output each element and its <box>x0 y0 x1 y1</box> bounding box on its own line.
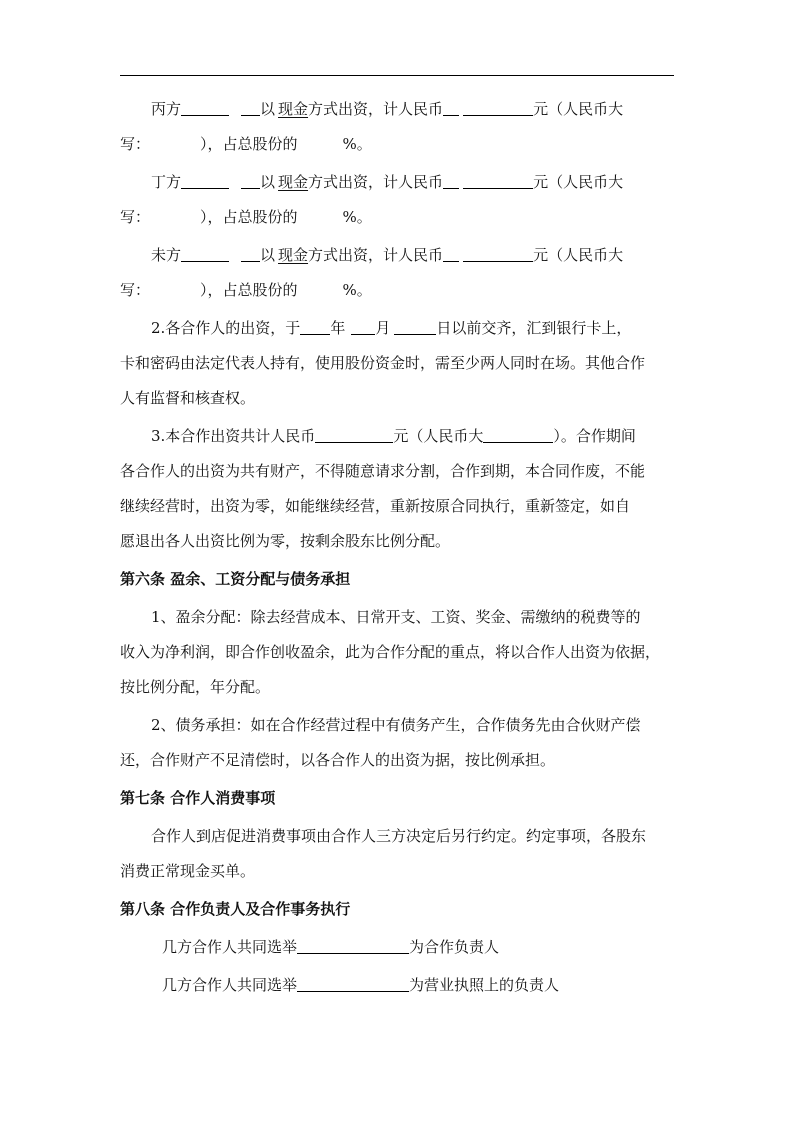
text: ），占总股份的 <box>200 208 298 226</box>
paragraph-line: 2、债务承担：如在合作经营过程中有债务产生，合作债务先由合伙财产偿 <box>151 716 641 734</box>
text: ），占总股份的 <box>200 135 298 153</box>
article-heading: 第六条 盈余、工资分配与债务承担 <box>120 570 351 588</box>
text: 为合作负责人 <box>409 938 500 956</box>
blank-field[interactable] <box>241 247 260 262</box>
paragraph-line: 卡和密码由法定代表人持有，使用股份资金时，需至少两人同时在场。其他合作 <box>120 354 646 372</box>
document-body <box>120 100 674 994</box>
text: 写： <box>120 208 151 226</box>
blank-field[interactable] <box>519 101 533 116</box>
total-amount-words-blank[interactable] <box>483 428 553 443</box>
blank-field[interactable] <box>241 101 260 116</box>
paragraph-line: 合作人到店促进消费事项由合作人三方决定后另行约定。约定事项，各股东 <box>151 827 647 845</box>
paragraph-line <box>120 427 674 445</box>
cash-label: 现金 <box>278 100 309 118</box>
investor-line <box>120 100 674 118</box>
cash-label: 现金 <box>278 173 309 191</box>
article-heading: 第八条 合作负责人及合作事务执行 <box>120 900 351 918</box>
paragraph-line <box>120 938 674 956</box>
text: 以 <box>260 100 276 118</box>
paragraph-line: 继续经营时，出资为零，如能继续经营，重新按原合同执行，重新签定，如自 <box>120 497 631 515</box>
blank-field[interactable] <box>181 174 229 189</box>
blank-field[interactable] <box>443 174 459 189</box>
license-leader-blank[interactable] <box>297 977 409 992</box>
paragraph-line: 1、盈余分配：除去经营成本、日常开支、工资、奖金、需缴纳的税费等的 <box>151 608 641 626</box>
leader-name-blank[interactable] <box>297 939 409 954</box>
text: 以 <box>260 173 276 191</box>
blank-field[interactable] <box>519 174 533 189</box>
paragraph-line: 人有监督和核查权。 <box>120 389 256 407</box>
investor-line <box>120 281 674 299</box>
text: 3.本合作出资共计人民币 <box>151 427 316 445</box>
paragraph-line: 各合作人的出资为共有财产，不得随意请求分割，合作到期，本合同作废，不能 <box>120 462 646 480</box>
text: 年 <box>330 319 346 337</box>
amount-blank[interactable] <box>463 174 519 189</box>
investor-name: 未方 <box>151 246 182 264</box>
blank-field[interactable] <box>443 247 459 262</box>
investor-line <box>120 173 674 191</box>
text: 元（人民币大 <box>533 100 624 118</box>
paragraph-line <box>120 319 674 337</box>
blank-field[interactable] <box>519 247 533 262</box>
text: %。 <box>342 208 372 226</box>
header-rule <box>120 75 674 76</box>
paragraph-line <box>120 976 674 994</box>
year-blank[interactable] <box>300 320 330 335</box>
text: 元（人民币大 <box>533 173 624 191</box>
text: 以 <box>260 246 276 264</box>
paragraph-line: 愿退出各人出资比例为零，按剩余股东比例分配。 <box>120 532 451 550</box>
cash-label: 现金 <box>278 246 309 264</box>
text: 写： <box>120 281 151 299</box>
day-blank[interactable] <box>394 320 436 335</box>
text: ），占总股份的 <box>200 281 298 299</box>
amount-blank[interactable] <box>463 101 519 116</box>
text: 方式出资，计人民币 <box>308 173 444 191</box>
text: 方式出资，计人民币 <box>308 246 444 264</box>
investor-line <box>120 246 674 264</box>
text: 元（人民币大 <box>533 246 624 264</box>
text: 日以前交齐，汇到银行卡上， <box>436 319 632 337</box>
month-blank[interactable] <box>351 320 375 335</box>
paragraph-line: 按比例分配，年分配。 <box>120 678 271 696</box>
text: 为营业执照上的负责人 <box>409 976 560 994</box>
text: 月 <box>375 319 391 337</box>
blank-field[interactable] <box>443 101 459 116</box>
text: 元（人民币大 <box>393 427 484 445</box>
text: 2.各合作人的出资，于 <box>151 319 301 337</box>
paragraph-line: 消费正常现金买单。 <box>120 862 256 880</box>
total-amount-blank[interactable] <box>315 428 393 443</box>
text: 方式出资，计人民币 <box>308 100 444 118</box>
amount-blank[interactable] <box>463 247 519 262</box>
investor-line <box>120 208 674 226</box>
text: %。 <box>342 135 372 153</box>
paragraph-line: 收入为净利润，即合作创收盈余，此为合作分配的重点，将以合作人出资为依据， <box>120 643 661 661</box>
blank-field[interactable] <box>181 247 229 262</box>
article-heading: 第七条 合作人消费事项 <box>120 789 276 807</box>
investor-line <box>120 135 674 153</box>
blank-field[interactable] <box>181 101 229 116</box>
text: %。 <box>342 281 372 299</box>
paragraph-line: 还，合作财产不足清偿时，以各合作人的出资为据，按比例承担。 <box>120 751 556 769</box>
blank-field[interactable] <box>241 174 260 189</box>
text: 写： <box>120 135 151 153</box>
text: 几方合作人共同选举 <box>162 938 298 956</box>
text: ）。合作期间 <box>553 427 636 445</box>
investor-name: 丁方 <box>151 173 182 191</box>
text: 几方合作人共同选举 <box>162 976 298 994</box>
investor-name: 丙方 <box>151 100 182 118</box>
